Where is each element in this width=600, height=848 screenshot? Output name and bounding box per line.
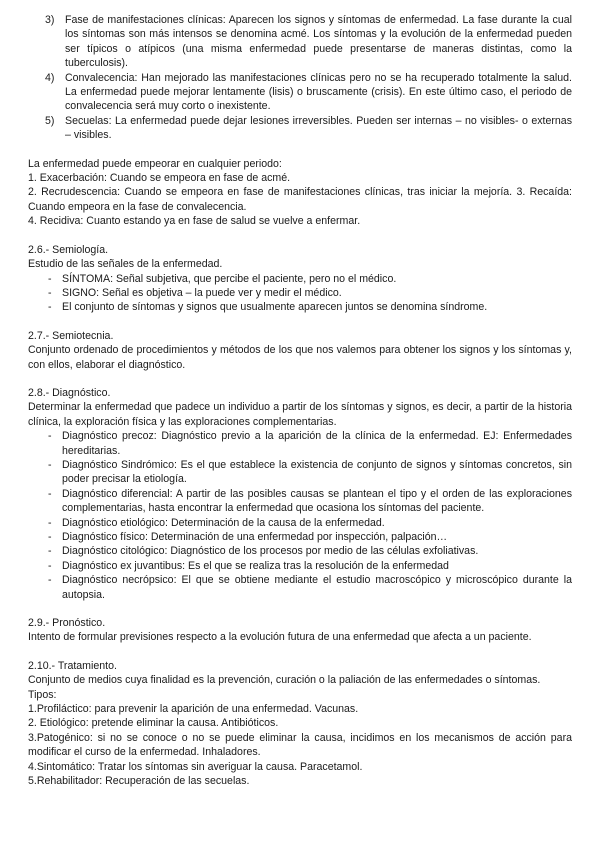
list-item: - SÍNTOMA: Señal subjetiva, que percibe el paciente, pero no el médico. [28, 272, 572, 286]
section-text: Conjunto ordenado de procedimientos y métodos de los que nos valemos para obtener los signos y los síntomas y, con ellos, elaborar el diagnóstico. [28, 344, 572, 371]
list-item: - Diagnóstico etiológico: Determinación de la causa de la enfermedad. [28, 516, 572, 530]
section-text: Intento de formular previsiones respecto a la evolución futura de una enfermedad que afecta a un paciente. [28, 631, 532, 644]
list-item-text: Fase de manifestaciones clínicas: Aparecen los signos y síntomas de enfermedad. La fase durante la cual los síntomas son más intensos se denomina acmé. Los síntomas y la evolución de la enfermedad pueden ser típicos o atípicos (una misma enfermedad puede presentarse de maneras distintas, como la tuberculosis). [65, 14, 572, 70]
list-item: 5.Rehabilitador: Recuperación de las secuelas. [28, 775, 250, 788]
list-item: 5) Secuelas: La enfermedad puede dejar lesiones irreversibles. Pueden ser internas – no visibles- o externas – visibles. [45, 114, 572, 142]
list-item: - Diagnóstico ex juvantibus: Es el que se realiza tras la resolución de la enfermedad [28, 559, 572, 573]
section-intro: Determinar la enfermedad que padece un individuo a partir de los síntomas y signos, es decir, a partir de la historia clínica, la exploración física y las exploraciones complementarias. [28, 401, 572, 428]
diagnostico-section [28, 386, 572, 602]
worsening-line: 4. Recidiva: Cuanto estando ya en fase de salud se vuelve a enfermar. [28, 215, 361, 228]
section-heading: 2.8.- Diagnóstico. [28, 386, 111, 399]
section-intro: Conjunto de medios cuya finalidad es la prevención, curación o la paliación de las enfermedades o síntomas. [28, 674, 541, 687]
section-heading: 2.10.- Tratamiento. [28, 659, 117, 672]
list-item: - El conjunto de síntomas y signos que usualmente aparecen juntos se denomina síndrome. [28, 300, 572, 314]
section-heading: 2.9.- Pronóstico. [28, 617, 106, 630]
list-item-text: Convalecencia: Han mejorado las manifestaciones clínicas pero no se ha recuperado totalmente la salud. La enfermedad puede mejorar lentamente (lisis) o bruscamente (crisis). En este último caso, el periodo de convalecencia será muy corto o inexistente. [65, 71, 572, 113]
list-item: - Diagnóstico Sindrómico: Es el que establece la existencia de conjunto de signos y síntomas concretos, sin poder precisar la etiología. [28, 458, 572, 487]
pronostico-section [28, 616, 572, 645]
list-item: - Diagnóstico citológico: Diagnóstico de los procesos por medio de las células exfoliativas. [28, 544, 572, 558]
list-item: 3.Patogénico: si no se conoce o no se puede eliminar la causa, incidimos en los mecanismos de acción para modificar el curso de la enfermedad. Inhaladores. [28, 731, 572, 759]
semiotecnia-section [28, 329, 572, 372]
disease-phases-list [28, 13, 572, 143]
list-item: - Diagnóstico diferencial: A partir de las posibles causas se plantean el tipo y el orden de las exploraciones complementarias, hasta encontrar la enfermedad que ocasiona los síntomas del paciente. [28, 487, 572, 516]
list-item: - SIGNO: Señal es objetiva – la puede ver y medir el médico. [28, 286, 572, 300]
worsening-section [28, 157, 572, 229]
list-item: 4.Sintomático: Tratar los síntomas sin averiguar la causa. Paracetamol. [28, 760, 363, 773]
section-intro: Estudio de las señales de la enfermedad. [28, 258, 223, 271]
list-item: 1.Profiláctico: para prevenir la aparición de una enfermedad. Vacunas. [28, 703, 359, 716]
list-item: 3) Fase de manifestaciones clínicas: Aparecen los signos y síntomas de enfermedad. La fase durante la cual los síntomas son más intensos se denomina acmé. Los síntomas y la evolución de la enfermedad pueden ser típicos o atípicos (una misma enfermedad puede presentarse de maneras distintas, como la tuberculosis). [45, 14, 572, 70]
tratamiento-section [28, 659, 572, 789]
worsening-intro: La enfermedad puede empeorar en cualquier periodo: [28, 157, 282, 170]
list-item: - Diagnóstico necrópsico: El que se obtiene mediante el estudio macroscópico y microscópico durante la autopsia. [28, 573, 572, 602]
list-item: 4) Convalecencia: Han mejorado las manifestaciones clínicas pero no se ha recuperado totalmente la salud. La enfermedad puede mejorar lentamente (lisis) o bruscamente (crisis). En este último caso, el periodo de convalecencia será muy corto o inexistente. [45, 71, 572, 113]
semiologia-section [28, 243, 572, 315]
list-item: - Diagnóstico precoz: Diagnóstico previo a la aparición de la clínica de la enfermedad. EJ: Enfermedades hereditarias. [28, 429, 572, 458]
list-item-text: Secuelas: La enfermedad puede dejar lesiones irreversibles. Pueden ser internas – no visibles- o externas – visibles. [65, 114, 572, 142]
list-item: - Diagnóstico físico: Determinación de una enfermedad por inspección, palpación… [28, 530, 572, 544]
worsening-line: 2. Recrudescencia: Cuando se empeora en fase de manifestaciones clínicas, tras iniciar la mejoría. 3. Recaída: Cuando empeora en la fase de convalecencia. [28, 186, 572, 213]
section-heading: 2.6.- Semiología. [28, 243, 109, 256]
section-heading: 2.7.- Semiotecnia. [28, 329, 114, 342]
tipos-label: Tipos: [28, 688, 57, 701]
worsening-line: 1. Exacerbación: Cuando se empeora en fase de acmé. [28, 172, 291, 185]
list-item: 2. Etiológico: pretende eliminar la causa. Antibióticos. [28, 717, 279, 730]
